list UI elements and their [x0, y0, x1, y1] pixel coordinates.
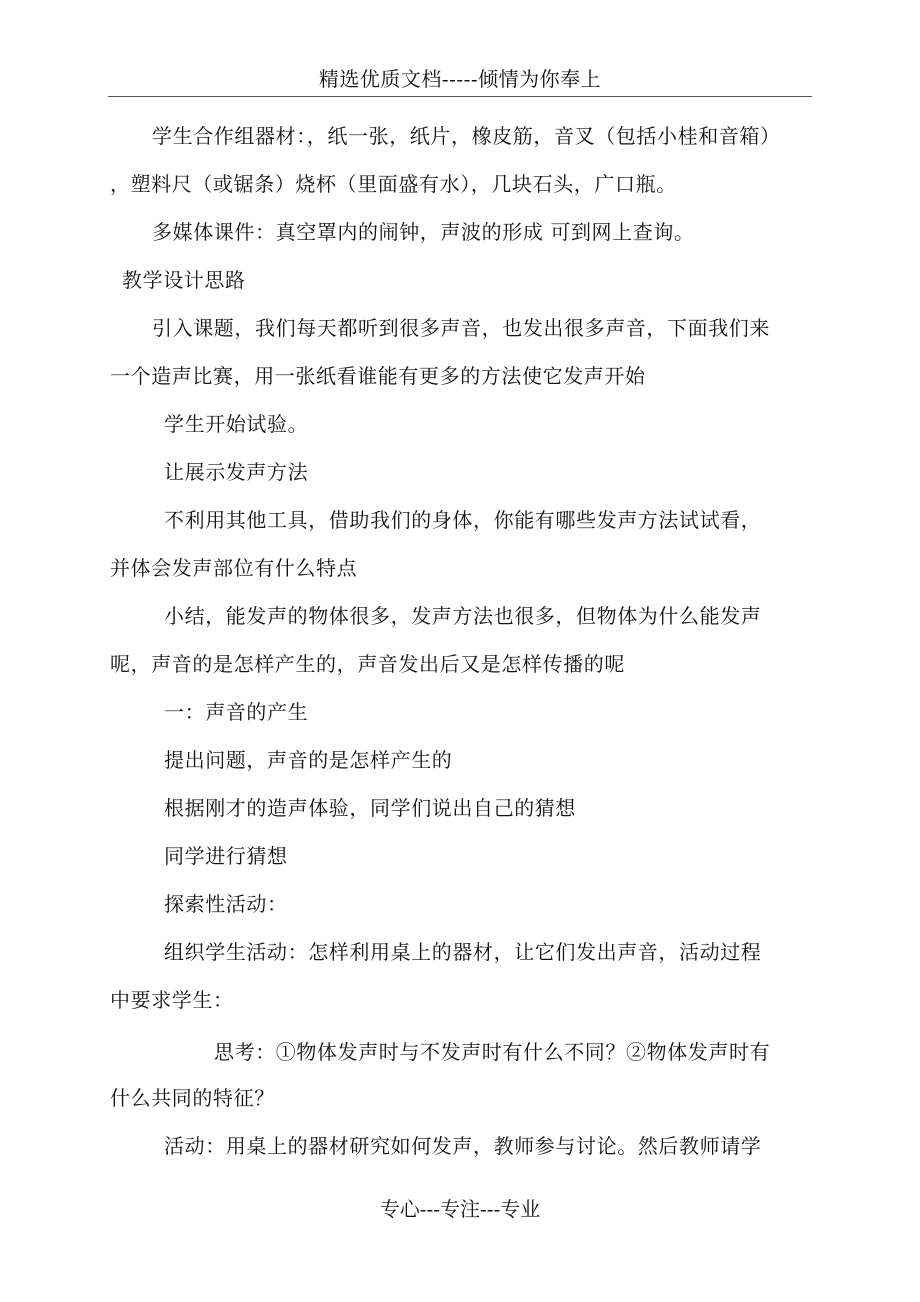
text-line-8: 让展示发声方法: [164, 460, 309, 484]
text-line-17: 探索性活动：: [164, 892, 288, 916]
text-line-19: 中要求学生：: [110, 988, 234, 1012]
text-line-15: 根据刚才的造声体验，同学们说出自己的猜想: [164, 796, 576, 820]
text-line-10: 并体会发声部位有什么特点: [110, 556, 358, 580]
text-line-2: ，塑料尺（或锯条）烧杯（里面盛有水），几块石头，广口瓶。: [110, 172, 677, 196]
text-line-16: 同学进行猜想: [164, 844, 288, 868]
subsection-heading: 一：声音的产生: [164, 700, 309, 724]
text-line-21: 什么共同的特征？: [110, 1086, 275, 1110]
text-line-14: 提出问题，声音的是怎样产生的: [164, 748, 453, 772]
section-heading: 教学设计思路: [122, 268, 246, 292]
text-line-1: 学生合作组器材：，纸一张，纸片，橡皮筋，音叉（包括小桂和音箱）: [152, 124, 781, 148]
text-line-6: 一个造声比赛，用一张纸看谁能有更多的方法使它发声开始: [110, 364, 646, 388]
text-line-20: 思考：①物体发声时与不发声时有什么不同？②物体发声时有: [214, 1040, 771, 1064]
header-divider: [108, 96, 812, 97]
text-line-5: 引入课题，我们每天都听到很多声音，也发出很多声音，下面我们来: [152, 316, 770, 340]
text-line-18: 组织学生活动：怎样利用桌上的器材，让它们发出声音，活动过程: [164, 940, 762, 964]
page-header: 精选优质文档-----倾情为你奉上: [318, 67, 602, 91]
text-line-9: 不利用其他工具，借助我们的身体，你能有哪些发声方法试试看，: [164, 508, 762, 532]
text-line-7: 学生开始试验。: [164, 412, 309, 436]
page-footer: 专心---专注---专业: [379, 1197, 541, 1221]
text-line-12: 呢，声音的是怎样产生的，声音发出后又是怎样传播的呢: [110, 652, 625, 676]
text-line-11: 小结，能发声的物体很多，发声方法也很多，但物体为什么能发声: [164, 604, 762, 628]
text-line-3: 多媒体课件：真空罩内的闹钟，声波的形成 可到网上查询。: [152, 220, 695, 244]
text-line-22: 活动：用桌上的器材研究如何发声，教师参与讨论。然后教师请学: [164, 1134, 762, 1158]
